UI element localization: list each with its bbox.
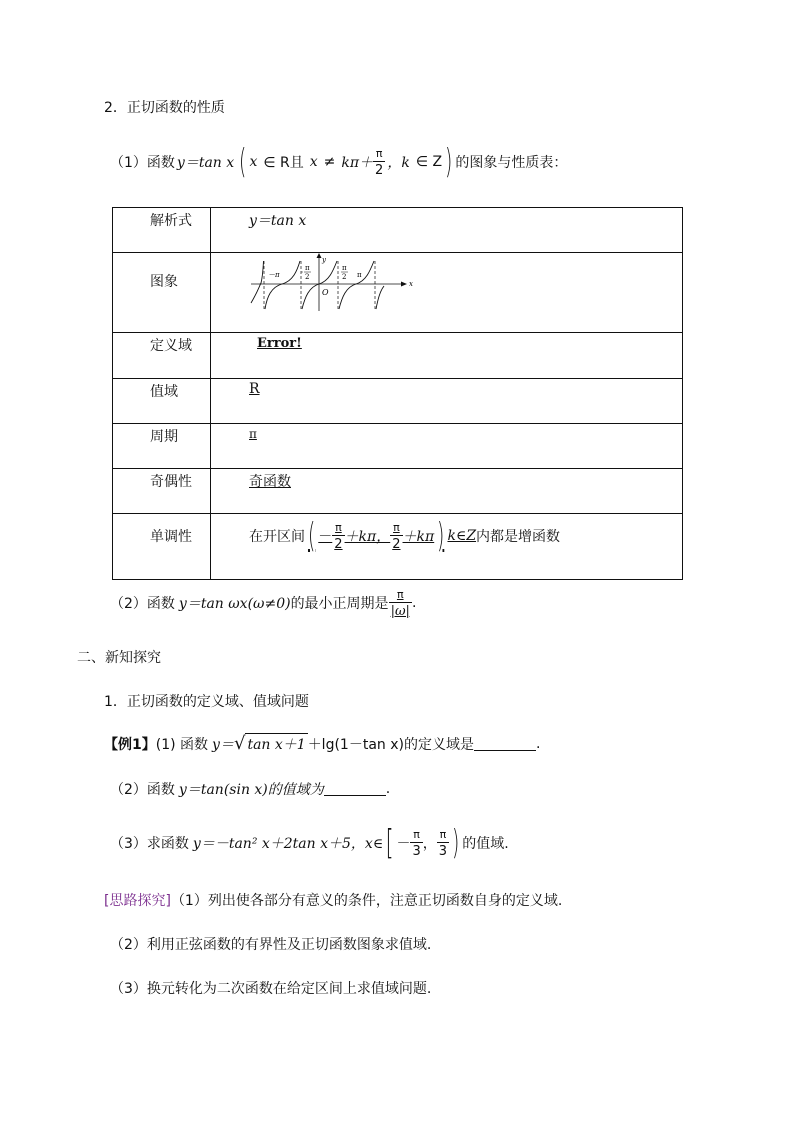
- label-pi: π: [357, 271, 362, 279]
- example-q2: （2）函数 y＝tan(sin x)的值域为 .: [110, 781, 391, 798]
- thinking-line-2: （2）利用正弦函数的有界性及正切函数图象求值域.: [110, 937, 432, 953]
- row-label: 单调性: [113, 514, 211, 580]
- table-row: [113, 379, 683, 424]
- label-x-axis: x: [409, 280, 413, 288]
- fraction-pi-over-2: $\frac{\pi}{2}$: [375, 146, 384, 178]
- table-row: [113, 469, 683, 514]
- row-value: 奇函数: [211, 469, 683, 514]
- row-label: 解析式: [113, 208, 211, 253]
- fraction-pi-over-3: $\frac{\pi}{3}$: [438, 827, 448, 859]
- tangent-properties-table: [112, 207, 683, 580]
- table-row: [113, 208, 683, 253]
- label-neg-pi: －π: [268, 271, 280, 279]
- label-half-pi-num: π: [342, 264, 347, 272]
- table-row: [113, 253, 683, 333]
- table-row: [113, 514, 683, 580]
- table-row: [113, 333, 683, 379]
- example-q3: （3）求函数 y＝－tan² x＋2tan x＋5，x∈ [ － $\frac{\pi}{3}$ ， $\frac{\pi}{3}$ ) 的值域.: [110, 823, 509, 863]
- row-value: R: [211, 379, 683, 424]
- answer-blank: [324, 782, 386, 796]
- subsection-title: 1．正切函数的定义域、值域问题: [104, 694, 309, 710]
- property-intro-line: （1）函数 y＝tan x ( x ∈ R且 x ≠ kπ＋ $\frac{\pi}{2}$ ，k ∈ Z ) 的图象与性质表：: [110, 142, 568, 182]
- tangent-graph: [249, 253, 419, 313]
- label-neg-half-pi-den: 2: [305, 273, 310, 281]
- row-label: 周期: [113, 424, 211, 469]
- example-q1: 【例1】 (1) 函数 y＝ √ tan x＋1 ＋lg(1－tan x)的定义域是 .: [104, 732, 541, 754]
- row-label: 奇偶性: [113, 469, 211, 514]
- monotonicity-cell: 在开区间 ( － $\frac{\pi}{2}$ ＋kπ， $\frac{\pi}{2}$ ＋kπ ) k∈Z 内都是增函数: [211, 514, 683, 580]
- row-label: 值域: [113, 379, 211, 424]
- answer-blank: [474, 737, 536, 751]
- label-origin: O: [322, 288, 329, 297]
- row-value: Error!: [211, 333, 683, 379]
- thinking-line-3: （3）换元转化为二次函数在给定区间上求值域问题.: [110, 981, 432, 997]
- row-value: y＝tan x: [211, 208, 683, 253]
- label-neg-half-pi-num: π: [305, 264, 310, 272]
- section-title: 二、新知探究: [77, 650, 161, 666]
- thinking-line-1: [思路探究]（1）列出使各部分有意义的条件，注意正切函数自身的定义域.: [104, 893, 563, 909]
- section-title: 2．正切函数的性质: [104, 100, 225, 116]
- graph-cell: [211, 253, 683, 333]
- fraction-pi-over-omega: $\frac{\pi}{|\omega|}$: [390, 587, 410, 619]
- table-row: [113, 424, 683, 469]
- increasing-interval: ( － $\frac{\pi}{2}$ ＋kπ， $\frac{\pi}{2}$ ＋kπ ) k∈Z: [307, 516, 477, 556]
- label-half-pi-den: 2: [342, 273, 347, 281]
- fraction-pi-over-3: $\frac{\pi}{3}$: [412, 827, 421, 859]
- row-label: 图象: [113, 253, 211, 333]
- row-value: π: [211, 424, 683, 469]
- row-label: 定义域: [113, 333, 211, 379]
- label-y-axis: y: [322, 256, 326, 264]
- min-period-line: （2）函数 y＝tan ωx(ω≠0) 的最小正周期是 $\frac{\pi}{|\omega|}$ .: [110, 587, 417, 619]
